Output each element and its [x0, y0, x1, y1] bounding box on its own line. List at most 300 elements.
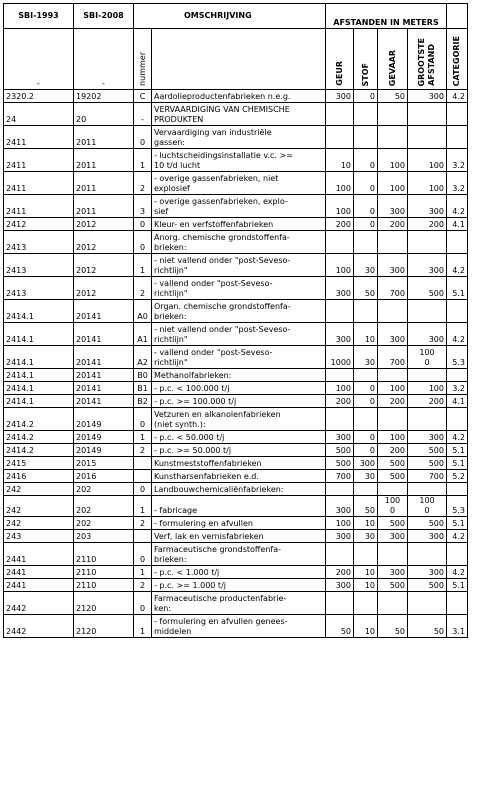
- description-line: - formulering en afvullen genees-: [154, 617, 288, 626]
- cell-geur: 100: [326, 195, 354, 218]
- cell-sbi1993: 24: [4, 103, 74, 126]
- cell-geur: 100: [326, 382, 354, 395]
- cell-gevaar: 100: [378, 149, 408, 172]
- cell-sbi2008: 20141: [74, 395, 134, 408]
- cell-nummer: 3: [134, 195, 152, 218]
- cell-omschrijving: [152, 543, 326, 566]
- cell-gevaar: 100: [378, 382, 408, 395]
- cell-grootste-afstand: 100: [408, 382, 447, 395]
- cell-sbi2008: 2011: [74, 149, 134, 172]
- cell-omschrijving: [152, 566, 326, 579]
- cell-gevaar: 50: [378, 615, 408, 638]
- cell-grootste-afstand: 300: [408, 195, 447, 218]
- cell-categorie: [447, 126, 468, 149]
- cell-categorie: 5.1: [447, 444, 468, 457]
- header-row-bottom: [4, 29, 468, 90]
- cell-geur: 50: [326, 615, 354, 638]
- cell-nummer: B0: [134, 369, 152, 382]
- cell-geur: 500: [326, 457, 354, 470]
- description-line: VERVAARDIGING VAN CHEMISCHE: [154, 105, 290, 114]
- table-row: [4, 382, 468, 395]
- cell-omschrijving: [152, 254, 326, 277]
- cell-geur: 100: [326, 172, 354, 195]
- cell-nummer: 2: [134, 444, 152, 457]
- cell-geur: [326, 592, 354, 615]
- cell-stof: [354, 369, 378, 382]
- cell-categorie: 4.1: [447, 218, 468, 231]
- description-line: Methanolfabrieken:: [154, 371, 232, 380]
- cell-omschrijving: [152, 496, 326, 517]
- cell-categorie: [447, 483, 468, 496]
- cell-sbi1993: 2414.2: [4, 431, 74, 444]
- cell-sbi1993: 2411: [4, 149, 74, 172]
- cell-sbi1993: 2414.1: [4, 323, 74, 346]
- cell-gevaar: [378, 126, 408, 149]
- cell-grootste-afstand: 100: [408, 149, 447, 172]
- cell-omschrijving: [152, 395, 326, 408]
- cell-grootste-afstand: 200: [408, 218, 447, 231]
- cell-omschrijving: [152, 408, 326, 431]
- cell-sbi1993: 243: [4, 530, 74, 543]
- header-blank: [447, 4, 468, 29]
- table-row: [4, 346, 468, 369]
- cell-omschrijving: [152, 530, 326, 543]
- cell-stof: 50: [354, 277, 378, 300]
- cell-grootste-afstand: 500: [408, 457, 447, 470]
- description-line: richtlijn": [154, 266, 188, 275]
- cell-sbi1993: 2414.1: [4, 382, 74, 395]
- cell-stof: [354, 300, 378, 323]
- cell-categorie: [447, 543, 468, 566]
- table-row: [4, 431, 468, 444]
- header-stof: STOF: [354, 29, 378, 90]
- cell-sbi2008: 2012: [74, 218, 134, 231]
- cell-nummer: A0: [134, 300, 152, 323]
- cell-geur: [326, 483, 354, 496]
- cell-grootste-afstand: 300: [408, 90, 447, 103]
- header-afstanden: AFSTANDEN IN METERS: [326, 4, 447, 29]
- cell-sbi1993: 2413: [4, 254, 74, 277]
- cell-omschrijving: [152, 172, 326, 195]
- cell-categorie: 5.3: [447, 346, 468, 369]
- description-line: PRODUKTEN: [154, 115, 204, 124]
- cell-sbi2008: 2110: [74, 579, 134, 592]
- cell-nummer: B2: [134, 395, 152, 408]
- cell-grootste-afstand: [408, 408, 447, 431]
- cell-nummer: 0: [134, 543, 152, 566]
- cell-nummer: A1: [134, 323, 152, 346]
- cell-sbi2008: 2011: [74, 195, 134, 218]
- description-line: - p.c. >= 50.000 t/j: [154, 446, 232, 455]
- cell-geur: [326, 543, 354, 566]
- description-line: - p.c. >= 1.000 t/j: [154, 581, 226, 590]
- description-line: richtlijn": [154, 335, 188, 344]
- cell-geur: 300: [326, 90, 354, 103]
- cell-sbi2008: 19202: [74, 90, 134, 103]
- cell-gevaar: 500: [378, 470, 408, 483]
- cell-sbi1993: 2411: [4, 172, 74, 195]
- cell-stof: [354, 126, 378, 149]
- cell-categorie: 5.1: [447, 457, 468, 470]
- cell-grootste-afstand: [408, 483, 447, 496]
- cell-gevaar: [378, 369, 408, 382]
- cell-gevaar: 700: [378, 346, 408, 369]
- cell-sbi2008: 2120: [74, 615, 134, 638]
- cell-omschrijving: [152, 592, 326, 615]
- cell-omschrijving: [152, 277, 326, 300]
- cell-grootste-afstand: [408, 300, 447, 323]
- cell-sbi2008: 20141: [74, 369, 134, 382]
- cell-sbi1993: 2414.2: [4, 444, 74, 457]
- cell-geur: 200: [326, 218, 354, 231]
- cell-categorie: [447, 231, 468, 254]
- cell-categorie: 3.2: [447, 149, 468, 172]
- cell-geur: 100: [326, 254, 354, 277]
- description-line: gassen:: [154, 138, 186, 147]
- cell-geur: 300: [326, 323, 354, 346]
- header-row-top: [4, 4, 468, 29]
- cell-sbi2008: 20149: [74, 431, 134, 444]
- cell-geur: 1000: [326, 346, 354, 369]
- description-line: - p.c. < 50.000 t/j: [154, 433, 225, 442]
- cell-categorie: [447, 103, 468, 126]
- table-row: [4, 90, 468, 103]
- table-row: [4, 254, 468, 277]
- table-row: [4, 231, 468, 254]
- cell-sbi1993: 2411: [4, 126, 74, 149]
- cell-sbi1993: 2441: [4, 566, 74, 579]
- cell-omschrijving: [152, 300, 326, 323]
- table-row: [4, 470, 468, 483]
- cell-sbi2008: 20141: [74, 382, 134, 395]
- cell-categorie: 5.2: [447, 470, 468, 483]
- description-line: richtlijn": [154, 358, 188, 367]
- cell-categorie: 3.2: [447, 172, 468, 195]
- cell-sbi2008: 2120: [74, 592, 134, 615]
- cell-sbi2008: 20141: [74, 346, 134, 369]
- cell-gevaar: 300: [378, 566, 408, 579]
- cell-nummer: 2: [134, 517, 152, 530]
- description-line: Vetzuren en alkanolenfabrieken: [154, 410, 281, 419]
- cell-stof: 50: [354, 496, 378, 517]
- cell-sbi1993: 2442: [4, 592, 74, 615]
- table-row: [4, 517, 468, 530]
- table-row: [4, 149, 468, 172]
- cell-sbi2008: 2015: [74, 457, 134, 470]
- cell-nummer: [134, 470, 152, 483]
- cell-sbi2008: 2012: [74, 254, 134, 277]
- header-nummer: nummer: [134, 29, 152, 90]
- cell-omschrijving: [152, 382, 326, 395]
- cell-omschrijving: [152, 149, 326, 172]
- cell-sbi1993: 2414.1: [4, 346, 74, 369]
- cell-sbi1993: 2441: [4, 543, 74, 566]
- cell-stof: 0: [354, 218, 378, 231]
- cell-sbi1993: 2412: [4, 218, 74, 231]
- description-line: brieken:: [154, 555, 187, 564]
- cell-geur: [326, 408, 354, 431]
- cell-stof: 0: [354, 444, 378, 457]
- cell-grootste-afstand: 500: [408, 579, 447, 592]
- cell-stof: 30: [354, 530, 378, 543]
- cell-categorie: 4.2: [447, 566, 468, 579]
- cell-sbi2008: 2011: [74, 126, 134, 149]
- cell-gevaar: [378, 592, 408, 615]
- cell-grootste-afstand: 100: [408, 172, 447, 195]
- cell-sbi2008: 20149: [74, 408, 134, 431]
- cell-gevaar: 300: [378, 323, 408, 346]
- cell-nummer: B1: [134, 382, 152, 395]
- cell-stof: 30: [354, 346, 378, 369]
- table-body: [4, 90, 468, 638]
- table-row: [4, 395, 468, 408]
- header-sbi1993: SBI-1993: [4, 4, 74, 29]
- table-row: [4, 369, 468, 382]
- cell-nummer: [134, 530, 152, 543]
- description-line: - fabricage: [154, 506, 198, 515]
- cell-stof: 0: [354, 431, 378, 444]
- cell-sbi1993: 2414.2: [4, 408, 74, 431]
- cell-gevaar: [378, 300, 408, 323]
- cell-geur: 700: [326, 470, 354, 483]
- cell-stof: 10: [354, 579, 378, 592]
- cell-sbi2008: 203: [74, 530, 134, 543]
- description-line: Vervaardiging van industriële: [154, 128, 272, 137]
- cell-gevaar: 100: [378, 431, 408, 444]
- description-line: brieken:: [154, 312, 187, 321]
- cell-sbi1993: 2415: [4, 457, 74, 470]
- cell-omschrijving: [152, 369, 326, 382]
- cell-categorie: 4.2: [447, 323, 468, 346]
- cell-nummer: C: [134, 90, 152, 103]
- description-line: Farmaceutische grondstoffenfa-: [154, 545, 282, 554]
- cell-stof: 0: [354, 395, 378, 408]
- cell-stof: 10: [354, 566, 378, 579]
- cell-stof: 0: [354, 90, 378, 103]
- table-row: [4, 543, 468, 566]
- header-grootste-afstand: GROOTSTEAFSTAND: [408, 29, 447, 90]
- description-line: middelen: [154, 627, 192, 636]
- cell-gevaar: 300: [378, 254, 408, 277]
- cell-sbi2008: 2012: [74, 231, 134, 254]
- cell-gevaar: 100 0: [378, 496, 408, 517]
- cell-sbi2008: 2011: [74, 172, 134, 195]
- cell-stof: 30: [354, 254, 378, 277]
- cell-nummer: 0: [134, 126, 152, 149]
- cell-geur: 300: [326, 431, 354, 444]
- cell-sbi1993: 242: [4, 496, 74, 517]
- description-line: - overige gassenfabrieken, niet: [154, 174, 279, 183]
- cell-stof: [354, 231, 378, 254]
- cell-sbi2008: 202: [74, 517, 134, 530]
- cell-nummer: 1: [134, 431, 152, 444]
- cell-omschrijving: [152, 470, 326, 483]
- cell-omschrijving: [152, 444, 326, 457]
- cell-sbi2008: 20149: [74, 444, 134, 457]
- cell-geur: 500: [326, 444, 354, 457]
- description-line: - formulering en afvullen: [154, 519, 253, 528]
- cell-nummer: 2: [134, 172, 152, 195]
- cell-geur: 200: [326, 395, 354, 408]
- cell-geur: [326, 300, 354, 323]
- cell-categorie: [447, 408, 468, 431]
- cell-grootste-afstand: [408, 126, 447, 149]
- cell-grootste-afstand: 300: [408, 254, 447, 277]
- cell-categorie: 5.1: [447, 517, 468, 530]
- header-sbi1993-dash: -: [4, 29, 74, 90]
- header-categorie: CATEGORIE: [447, 29, 468, 90]
- cell-gevaar: [378, 543, 408, 566]
- cell-sbi1993: 2320.2: [4, 90, 74, 103]
- cell-nummer: 1: [134, 496, 152, 517]
- cell-nummer: -: [134, 103, 152, 126]
- cell-nummer: 0: [134, 408, 152, 431]
- cell-grootste-afstand: [408, 103, 447, 126]
- cell-grootste-afstand: [408, 369, 447, 382]
- table-row: [4, 457, 468, 470]
- description-line: - p.c. >= 100.000 t/j: [154, 397, 237, 406]
- description-line: richtlijn": [154, 289, 188, 298]
- cell-geur: 300: [326, 579, 354, 592]
- cell-stof: 10: [354, 615, 378, 638]
- cell-grootste-afstand: 100 0: [408, 346, 447, 369]
- cell-omschrijving: [152, 195, 326, 218]
- cell-gevaar: 200: [378, 218, 408, 231]
- cell-sbi2008: 20141: [74, 300, 134, 323]
- cell-sbi2008: 2012: [74, 277, 134, 300]
- cell-grootste-afstand: 500: [408, 444, 447, 457]
- cell-nummer: 0: [134, 483, 152, 496]
- table-row: [4, 566, 468, 579]
- cell-grootste-afstand: 300: [408, 431, 447, 444]
- table-row: [4, 300, 468, 323]
- cell-grootste-afstand: 500: [408, 517, 447, 530]
- cell-stof: [354, 592, 378, 615]
- cell-grootste-afstand: [408, 543, 447, 566]
- table-row: [4, 592, 468, 615]
- description-line: Organ. chemische grondstoffenfa-: [154, 302, 291, 311]
- cell-geur: 10: [326, 149, 354, 172]
- cell-omschrijving: [152, 126, 326, 149]
- description-line: Farmaceutische productenfabrie-: [154, 594, 287, 603]
- cell-categorie: 4.2: [447, 530, 468, 543]
- cell-omschrijving: [152, 323, 326, 346]
- description-line: - niet vallend onder "post-Seveso-: [154, 256, 291, 265]
- cell-sbi1993: 2413: [4, 277, 74, 300]
- cell-grootste-afstand: 300: [408, 530, 447, 543]
- cell-omschrijving: [152, 483, 326, 496]
- cell-categorie: [447, 300, 468, 323]
- cell-stof: 10: [354, 517, 378, 530]
- cell-nummer: 2: [134, 277, 152, 300]
- cell-gevaar: 700: [378, 277, 408, 300]
- cell-nummer: 1: [134, 615, 152, 638]
- cell-grootste-afstand: 700: [408, 470, 447, 483]
- cell-geur: [326, 103, 354, 126]
- cell-sbi1993: 2414.1: [4, 300, 74, 323]
- cell-stof: 0: [354, 195, 378, 218]
- table-row: [4, 408, 468, 431]
- cell-stof: 300: [354, 457, 378, 470]
- cell-gevaar: 300: [378, 530, 408, 543]
- cell-stof: 0: [354, 382, 378, 395]
- description-line: ken:: [154, 604, 172, 613]
- cell-nummer: 1: [134, 149, 152, 172]
- description-line: Landbouwchemicaliënfabrieken:: [154, 485, 284, 494]
- cell-stof: [354, 408, 378, 431]
- cell-grootste-afstand: 50: [408, 615, 447, 638]
- cell-categorie: 5.1: [447, 579, 468, 592]
- cell-sbi2008: 2110: [74, 543, 134, 566]
- cell-nummer: 0: [134, 218, 152, 231]
- cell-sbi1993: 2413: [4, 231, 74, 254]
- cell-sbi1993: 2416: [4, 470, 74, 483]
- cell-sbi2008: 202: [74, 483, 134, 496]
- cell-gevaar: [378, 408, 408, 431]
- cell-categorie: 5.1: [447, 277, 468, 300]
- description-line: Kunstharsenfabrieken e.d.: [154, 472, 259, 481]
- cell-gevaar: [378, 103, 408, 126]
- cell-omschrijving: [152, 218, 326, 231]
- table-row: [4, 483, 468, 496]
- cell-gevaar: 200: [378, 395, 408, 408]
- table-row: [4, 323, 468, 346]
- description-line: Kunstmeststoffenfabrieken: [154, 459, 262, 468]
- table-row: [4, 126, 468, 149]
- description-line: 10 t/d lucht: [154, 161, 201, 170]
- cell-sbi2008: 20: [74, 103, 134, 126]
- cell-categorie: 5.3: [447, 496, 468, 517]
- cell-omschrijving: [152, 103, 326, 126]
- cell-nummer: [134, 457, 152, 470]
- description-line: Kleur- en verfstoffenfabrieken: [154, 220, 274, 229]
- header-sbi2008: SBI-2008: [74, 4, 134, 29]
- cell-sbi1993: 242: [4, 517, 74, 530]
- cell-geur: 300: [326, 496, 354, 517]
- cell-sbi1993: 2441: [4, 579, 74, 592]
- cell-nummer: A2: [134, 346, 152, 369]
- cell-grootste-afstand: 100 0: [408, 496, 447, 517]
- header-gevaar: GEVAAR: [378, 29, 408, 90]
- table-row: [4, 615, 468, 638]
- cell-geur: [326, 231, 354, 254]
- cell-categorie: [447, 369, 468, 382]
- description-line: (niet synth.):: [154, 420, 206, 429]
- header-desc-blank: [152, 29, 326, 90]
- cell-nummer: 0: [134, 231, 152, 254]
- cell-geur: [326, 126, 354, 149]
- cell-geur: 200: [326, 566, 354, 579]
- table-row: [4, 579, 468, 592]
- cell-categorie: 4.2: [447, 431, 468, 444]
- table-row: [4, 530, 468, 543]
- description-line: - niet vallend onder "post-Seveso-: [154, 325, 291, 334]
- table-row: [4, 277, 468, 300]
- cell-gevaar: [378, 483, 408, 496]
- cell-omschrijving: [152, 231, 326, 254]
- cell-grootste-afstand: 300: [408, 566, 447, 579]
- description-line: - vallend onder "post-Seveso-: [154, 348, 273, 357]
- cell-gevaar: 500: [378, 457, 408, 470]
- cell-sbi2008: 2110: [74, 566, 134, 579]
- cell-omschrijving: [152, 90, 326, 103]
- cell-omschrijving: [152, 346, 326, 369]
- cell-nummer: 0: [134, 592, 152, 615]
- cell-omschrijving: [152, 579, 326, 592]
- header-sbi2008-dash: -: [74, 29, 134, 90]
- cell-categorie: 4.2: [447, 195, 468, 218]
- cell-categorie: 3.2: [447, 382, 468, 395]
